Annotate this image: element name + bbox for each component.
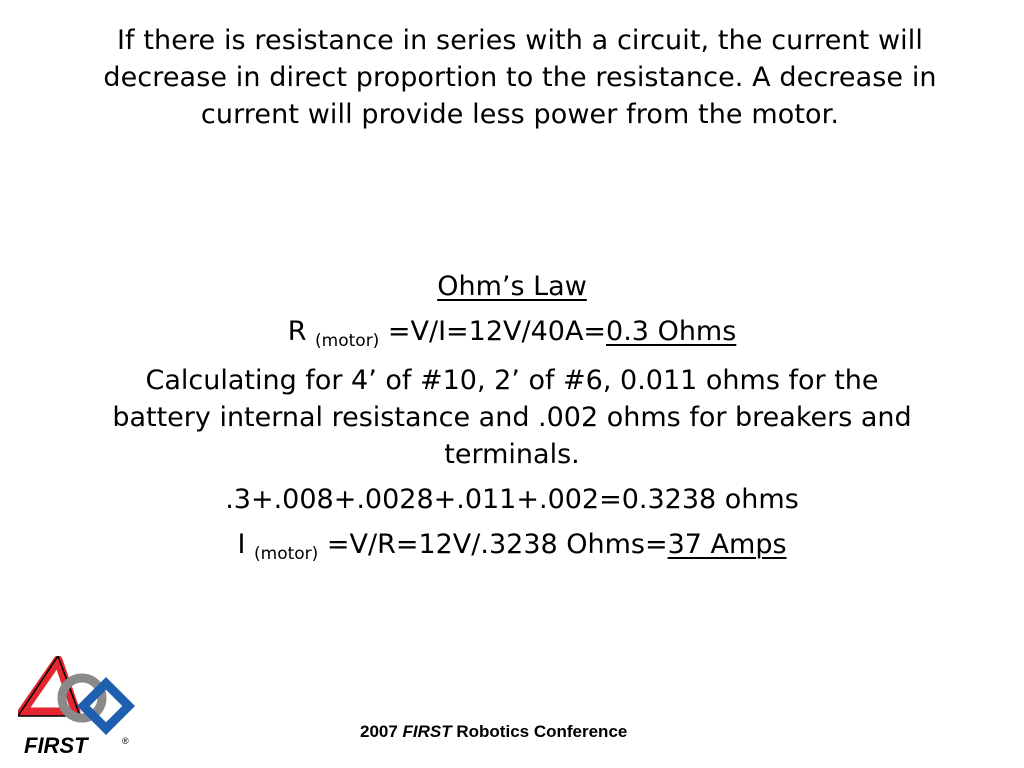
r-result: 0.3 Ohms <box>606 316 737 347</box>
r-subscript: (motor) <box>315 331 380 351</box>
intro-paragraph: If there is resistance in series with a circuit, the current will decrease in direct proportion to the resistance. A decrease in current will provide less power from the motor. <box>103 25 937 130</box>
logo-blue-square <box>83 683 128 728</box>
footer-year: 2007 <box>360 722 403 741</box>
i-motor-equation <box>60 526 964 567</box>
ohms-law-title <box>60 268 964 305</box>
i-result: 37 Amps <box>667 529 787 560</box>
i-subscript: (motor) <box>254 544 319 564</box>
logo-text: FIRST <box>24 733 88 758</box>
footer <box>360 722 627 742</box>
ohms-law-title-text: Ohm’s Law <box>437 271 587 302</box>
r-prefix: R <box>287 316 316 347</box>
r-equation: =V/I=12V/40A= <box>379 316 607 347</box>
footer-rest: Robotics Conference <box>451 722 628 741</box>
resistance-sum: .3+.008+.0028+.011+.002=0.3238 ohms <box>225 484 799 515</box>
r-motor-equation <box>60 313 964 354</box>
first-logo-icon <box>18 656 138 760</box>
ohms-law-section <box>60 268 964 567</box>
i-prefix: I <box>237 529 255 560</box>
calculation-text: Calculating for 4’ of #10, 2’ of #6, 0.011 ohms for the battery internal resistance and .002 ohms for breakers and terminals. <box>112 365 912 470</box>
footer-first: FIRST <box>402 722 452 741</box>
i-equation: =V/R=12V/.3238 Ohms= <box>318 529 668 560</box>
logo-registered-mark: ® <box>122 736 129 746</box>
